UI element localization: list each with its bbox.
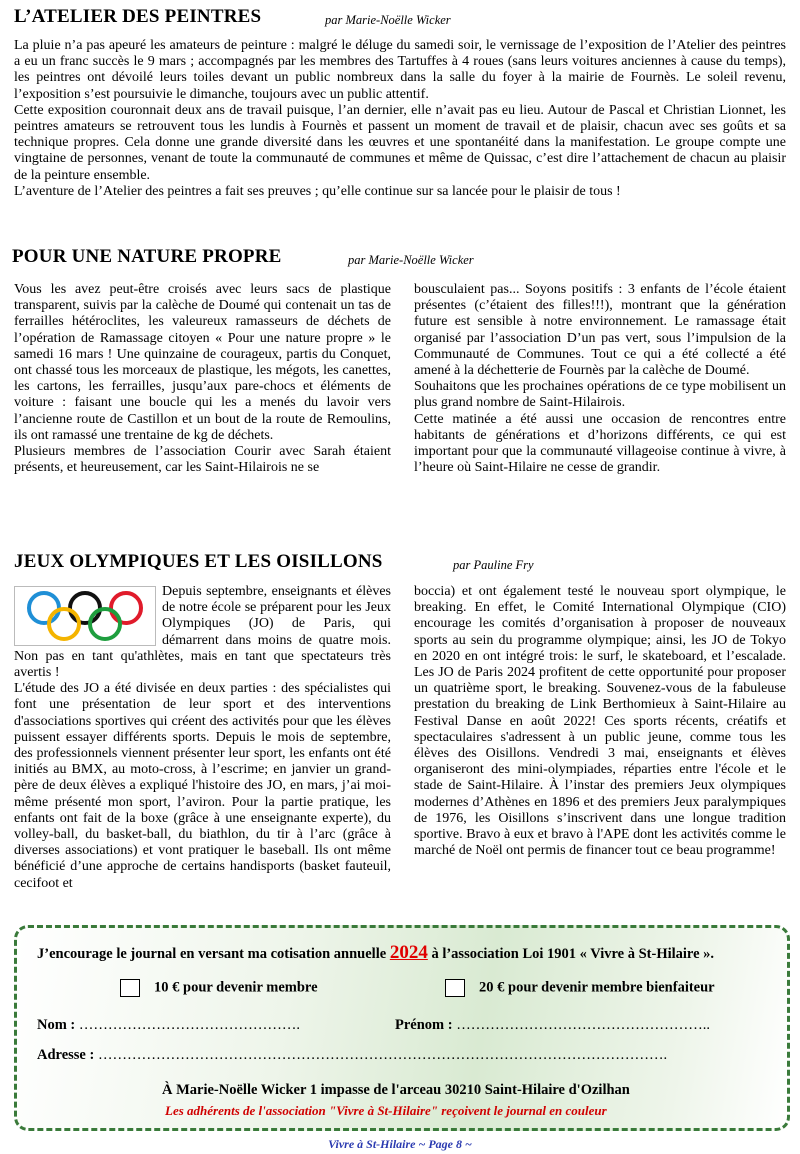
prenom-field[interactable] [395,1017,710,1034]
nature-paragraph: Vous les avez peut-être croisés avec leurs sacs de plastique transparent, suivis par la calèche de Doumé qui contenait un tas de ferrailles hétéroclites, les valeureux ramasseurs de déchets de l’opération de Ramassage citoyen « Pour une nature propre » le samedi 16 mars ! Une quinzaine de courageux, partis du Conquet, ont chassé tous les morceaux de plastique, les mégots, les canettes, les cartons, les ferrailles, jusqu’aux pare-chocs et éléments de voiture : faisant une boucle qui les a menés du lavoir vers l’ancienne route de Castillon et un bout de la route de Remoulins, ils ont ramassé une trentaine de kg de déchets. [14,282,391,443]
adresse-dots: ………………………………………………………………………………………………………. [97,1047,668,1063]
nature-column-left [14,282,391,476]
atelier-author: par Marie-Noëlle Wicker [325,13,451,27]
nature-paragraph: Cette matinée a été aussi une occasion de rencontres entre habitants de générations et d’horizons différents, ce qui est important pour que la communauté villageoise continue à vivre, à l’heure où Saint-Hilaire ne cesse de grandir. [414,411,786,476]
adresse-field[interactable] [37,1047,667,1064]
nature-title: POUR UNE NATURE PROPRE [12,246,282,267]
atelier-article [14,38,786,200]
form-intro [37,942,714,964]
nature-paragraph: Souhaitons que les prochaines opérations de ce type mobilisent un plus grand nombre de Saint-Hilairois. [414,379,786,411]
jeux-column-right [414,584,786,859]
nom-dots: ………………………………………. [78,1017,301,1033]
option-member-label: 10 € pour devenir membre [154,979,318,996]
nom-label: Nom : [37,1017,79,1033]
atelier-paragraph: L’aventure de l’Atelier des peintres a fait ses preuves ; qu’elle continue sur sa lancée pour le plaisir de tous ! [14,183,621,199]
nom-field[interactable] [37,1017,300,1034]
option-benefactor[interactable] [445,979,715,997]
jeux-title: JEUX OLYMPIQUES ET LES OISILLONS [14,551,383,572]
nature-column-right [414,282,786,476]
form-year: 2024 [389,942,428,963]
membership-form [14,925,790,1131]
adresse-label: Adresse : [37,1047,98,1063]
mailing-address: À Marie-Noëlle Wicker 1 impasse de l'arceau 30210 Saint-Hilaire d'Ozilhan [162,1082,630,1098]
benefactor-checkbox[interactable] [445,979,465,997]
jeux-paragraph: boccia) et ont également testé le nouveau sport olympique, le breaking. En effet, le Comité International Olympique (CIO) encourage les comités d’organisation à proposer de nouveaux sports au sein du programme olympique; ainsi, les JO de Tokyo en 2020 en ont intégré trois: le surf, le skateboard, et l’escalade. Les JO de Paris 2024 profitent de cette opportunité pour proposer un quatrième sport, le breaking. Souvenez-vous de la fabuleuse prestation du breaking de Link Berthomieux à Saint-Hilaire au Festival Danse en août 2022! Ces sports récents, créatifs et spectaculaires s'adressent à un public jeune, comme tous les élèves des Oisillons. Vendredi 3 mai, enseignants et élèves organiseront des mini-olympiades, réparties entre l'école et le stade de Saint-Hilaire. À l’instar des premiers Jeux olympiques modernes d’Athènes en 1896 et des premiers Jeux paralympiques de 1976, les Oisillons s’inscrivent dans une longue tradition sportive. Bravo à eux et bravo à l'APE dont les activités comme le marché de Noël ont permis de financer tout ce beau programme! [414,584,786,859]
prenom-label: Prénom : [395,1017,457,1033]
form-intro-after: à l’association Loi 1901 « Vivre à St-Hilaire ». [427,946,715,962]
jeux-paragraph: Depuis septembre, enseignants et élèves de notre école se préparent pour les Jeux Olympiques (JO) de Paris, qui démarrent dans moins de quatre mois. Non pas en tant qu'athlètes, mais en tant que spectateurs très avertis ! [14,584,391,681]
option-member[interactable] [120,979,318,997]
nature-paragraph: Plusieurs membres de l’association Courir avec Sarah étaient présents, et heureusement, car les Saint-Hilairois ne se [14,444,391,476]
form-intro-before: J’encourage le journal en versant ma cotisation annuelle [37,946,390,962]
jeux-author: par Pauline Fry [453,558,534,572]
atelier-paragraph: La pluie n’a pas apeuré les amateurs de peinture : malgré le déluge du samedi soir, le vernissage de l’exposition de l’Atelier des peintres a eu un franc succès le 9 mars ; accompagnés par les membres des Tartuffes à 4 roues (sans leurs voitures anciennes à cause du temps), les peintres ont dévoilé leurs toiles devant un public nombreux dans la salle du foyer à la mairie de Fournès. Le soleil revenu, l’exposition s’est poursuivie le dimanche, toujours avec un public attentif. [14,38,786,102]
nature-author: par Marie-Noëlle Wicker [348,253,474,267]
olympic-rings-image [14,586,156,646]
prenom-dots: …………………………………………….. [456,1017,710,1033]
page-footer: Vivre à St-Hilaire ~ Page 8 ~ [328,1137,472,1151]
jeux-column-left [14,584,391,892]
atelier-title: L’ATELIER DES PEINTRES [14,6,262,27]
member-checkbox[interactable] [120,979,140,997]
color-note: Les adhérents de l'association "Vivre à St-Hilaire" reçoivent le journal en couleur [165,1103,607,1118]
option-benefactor-label: 20 € pour devenir membre bienfaiteur [479,979,715,996]
jeux-paragraph: L'étude des JO a été divisée en deux parties : des spécialistes qui font une présentation de leur sport et des interventions d'associations sportives qui créent des activités pour que les élèves puissent essayer différents sports. Depuis le mois de septembre, des professionnels viennent présenter leur sport, les enfants ont été initiés au BMX, au moto-cross, à l’escrime; en janvier un grand-père de deux élèves a expliqué l'histoire des JO, en mars, j’ai moi-même présenté mon sport, l’aviron. Pour la partie pratique, les enfants ont fait de la boxe (grâce à une enseignante experte), du volley-ball, du basket-ball, du biathlon, du tir à l’arc (grâce à diverses associations) et vont pratiquer le baseball. Ils ont même bénéficié d’une approche de certains handisports (basket fauteuil, cecifoot et [14,681,391,891]
atelier-paragraph: Cette exposition couronnait deux ans de travail puisque, l’an dernier, elle n’avait pas eu lieu. Autour de Pascal et Christian Lionnet, les peintres amateurs se retrouvent tous les lundis à Fournès et passent un moment de travail et de plaisir, chacun avec ses goûts et sa technique propres. Cela donne une grande diversité dans les œuvres et une spontanéité dans la manifestation. Le groupe compte une vingtaine de personnes, venant de toute la communauté de communes et même de Quissac, c’est dire l’attachement de chacun au plaisir de la peinture ensemble. [14,102,786,183]
nature-paragraph: bousculaient pas... Soyons positifs : 3 enfants de l’école étaient présentes (c’étaient des filles!!!), montrant que la génération future est sensible à notre environnement. Le ramassage était organisé par l’association D’un pas vert, sous l’impulsion de la Communauté de Communes. Tout ce qui a été collecté a été amené à la déchetterie de Fournès par la calèche de Doumé. [414,282,786,379]
